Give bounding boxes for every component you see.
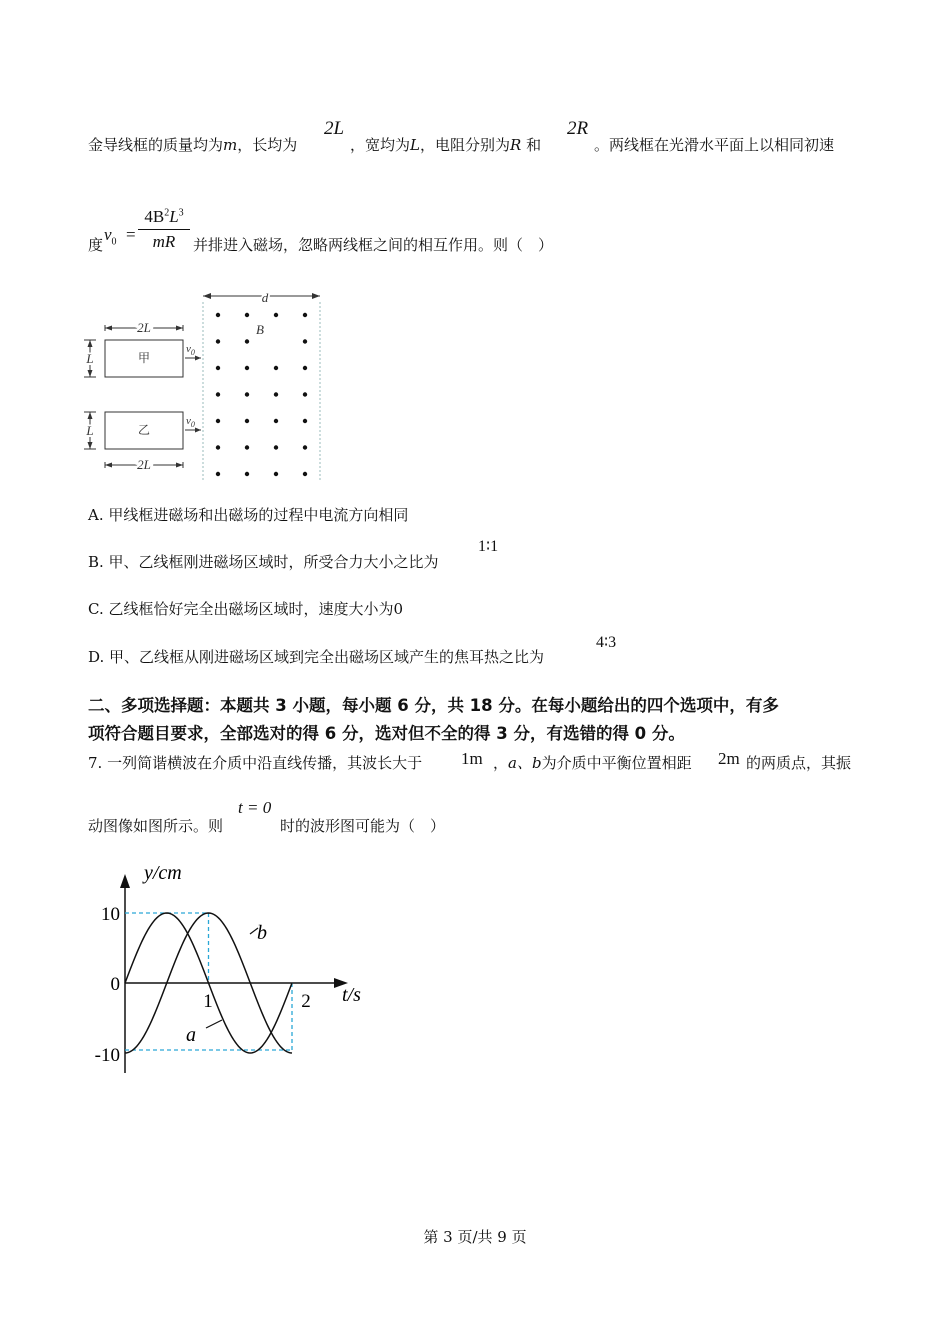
option-C: C. 乙线框恰好完全出磁场区域时，速度大小为0 <box>88 600 404 618</box>
page-footer: 第 3 页/共 9 页 <box>423 1228 527 1246</box>
field-dot <box>274 472 278 476</box>
section2-line2: 项符合题目要求，全部选对的得 6 分，选对但不全的得 3 分，有选错的得 0 分。 <box>88 724 685 743</box>
fraction-bar <box>138 229 190 230</box>
y-tick-0: 0 <box>110 974 120 995</box>
v0a-v: v <box>186 343 191 355</box>
v0a-sub: 0 <box>190 348 195 357</box>
var-m: m <box>223 136 238 154</box>
option-B: B. 甲、乙线框刚进磁场区域时，所受合力大小之比为 <box>88 553 439 571</box>
field-dot <box>245 392 249 396</box>
v0b-v: v <box>186 415 191 427</box>
q7-dist: 2m <box>718 749 740 768</box>
curve-a-leader <box>206 1020 222 1028</box>
field-dot <box>303 392 307 396</box>
q6-text: 金导线框的质量均为 <box>88 136 224 154</box>
magnetic-field-figure <box>70 282 340 492</box>
q7-text: 为介质中平衡位置相距 <box>541 754 692 772</box>
option-D-ratio: 4∶3 <box>596 634 617 651</box>
q6-line2 <box>88 234 103 255</box>
field-dot <box>245 339 249 343</box>
x-tick-1: 1 <box>203 991 213 1012</box>
field-dot <box>216 472 220 476</box>
q7-points: a、b <box>508 754 542 772</box>
section2-line1: 二、多项选择题：本题共 3 小题，每小题 6 分，共 18 分。在每小题给出的四个选项中，有多 <box>88 696 779 715</box>
field-dot <box>245 419 249 423</box>
field-dot <box>303 419 307 423</box>
field-dot <box>245 313 249 317</box>
dim-2L-top-label: 2L <box>137 320 151 335</box>
math-2R-text: 2R <box>567 118 589 139</box>
field-dot <box>303 313 307 317</box>
q7-line2 <box>88 815 223 836</box>
v0-sub: 0 <box>111 236 117 248</box>
q7-lambda: 1m <box>461 749 483 768</box>
field-dot <box>245 445 249 449</box>
v0-arrowhead-1 <box>195 356 201 361</box>
field-dot <box>303 472 307 476</box>
q6-text: ，电阻分别为 <box>419 136 510 154</box>
dim-arrow <box>88 370 93 377</box>
dim-arrow <box>176 463 183 468</box>
q6-text: 度 <box>88 236 104 254</box>
y-axis-arrow <box>120 874 130 888</box>
q7-text: ， <box>493 754 509 772</box>
num-4B: 4B <box>144 207 165 226</box>
field-dot <box>303 339 307 343</box>
v0b-sub: 0 <box>190 420 195 429</box>
d-arrow-left <box>203 293 211 299</box>
dim-arrow <box>105 326 112 331</box>
x-tick-2: 2 <box>301 991 311 1012</box>
q7-text: 时的波形图可能为（ ） <box>280 817 446 835</box>
v0-label-2 <box>186 415 195 429</box>
field-dot <box>216 419 220 423</box>
frame-yi-label: 乙 <box>137 423 151 437</box>
q7-line1c <box>746 752 851 773</box>
curve-b-label: b <box>257 922 267 944</box>
y-tick-neg10: -10 <box>94 1045 120 1066</box>
field-dot <box>216 366 220 370</box>
v0-fraction <box>138 207 190 252</box>
field-dot <box>216 392 220 396</box>
field-dot <box>274 445 278 449</box>
curve-a-label: a <box>186 1024 196 1046</box>
field-dot <box>274 419 278 423</box>
var-R: R <box>510 136 522 154</box>
num-sup1: 2 <box>164 207 170 219</box>
q6-line1 <box>88 134 297 155</box>
frame-jia-label: 甲 <box>137 351 151 365</box>
option-B-ratio: 1∶1 <box>478 538 499 555</box>
d-arrow-right <box>312 293 320 299</box>
d-label: d <box>261 290 269 305</box>
v0-label-1 <box>186 343 195 357</box>
var-L: L <box>410 136 420 154</box>
q6-line1c <box>594 134 834 155</box>
v0-v: v <box>104 225 112 244</box>
v0-arrowhead-2 <box>195 428 201 433</box>
field-dot <box>245 472 249 476</box>
q7-line1 <box>88 752 422 773</box>
x-axis-label: t/s <box>342 984 361 1006</box>
field-dot <box>216 313 220 317</box>
q6-text: 并排进入磁场，忽略两线框之间的相互作用。则（ ） <box>193 236 554 254</box>
y-tick-10: 10 <box>101 904 120 925</box>
dim-L2-label: L <box>86 423 94 438</box>
den-mR: mR <box>152 232 176 251</box>
q6-line2b <box>193 234 553 255</box>
num-sup2: 3 <box>178 207 184 219</box>
dim-arrow <box>176 326 183 331</box>
math-2L-text: 2L <box>324 118 345 139</box>
option-A: A. 甲线框进磁场和出磁场的过程中电流方向相同 <box>88 506 409 524</box>
q6-text: ，长均为 <box>237 136 298 154</box>
num-L: L <box>169 207 179 226</box>
B-label: B <box>256 322 264 337</box>
q7-line2b <box>280 815 445 836</box>
dim-arrow <box>105 463 112 468</box>
fraction-numerator <box>138 207 190 227</box>
field-dot <box>216 339 220 343</box>
option-D: D. 甲、乙线框从刚进磁场区域到完全出磁场区域产生的焦耳热之比为 <box>88 648 545 666</box>
field-dot <box>274 366 278 370</box>
q7-t0: t = 0 <box>238 798 272 817</box>
dim-2L-bottom-label: 2L <box>137 457 151 472</box>
equals-sign: = <box>126 225 136 244</box>
field-dots <box>216 313 307 476</box>
q7-text: 动图像如图所示。则 <box>88 817 224 835</box>
dim-arrow <box>88 442 93 449</box>
q6-text: ，宽均为 <box>350 136 411 154</box>
q7-text: 的两质点，其振 <box>746 754 852 772</box>
math-2L <box>324 118 344 140</box>
dim-arrow <box>88 340 93 347</box>
field-dot <box>274 313 278 317</box>
q6-text: 和 <box>526 136 542 154</box>
q6-line1b <box>350 134 541 155</box>
y-axis-label: y/cm <box>144 862 182 884</box>
vibration-graph <box>80 858 380 1078</box>
math-2R <box>567 118 588 140</box>
field-dot <box>216 445 220 449</box>
field-dot <box>303 366 307 370</box>
field-dot <box>274 392 278 396</box>
dim-L1-label: L <box>86 351 94 366</box>
q6-text: 。两线框在光滑水平面上以相同初速 <box>594 136 835 154</box>
field-dot <box>303 445 307 449</box>
dim-arrow <box>88 412 93 419</box>
field-dot <box>245 366 249 370</box>
fraction-denominator <box>138 232 190 252</box>
q7-line1b <box>493 752 692 773</box>
v0-symbol <box>104 225 117 247</box>
q7-text: 7. 一列简谐横波在介质中沿直线传播，其波长大于 <box>88 754 423 772</box>
